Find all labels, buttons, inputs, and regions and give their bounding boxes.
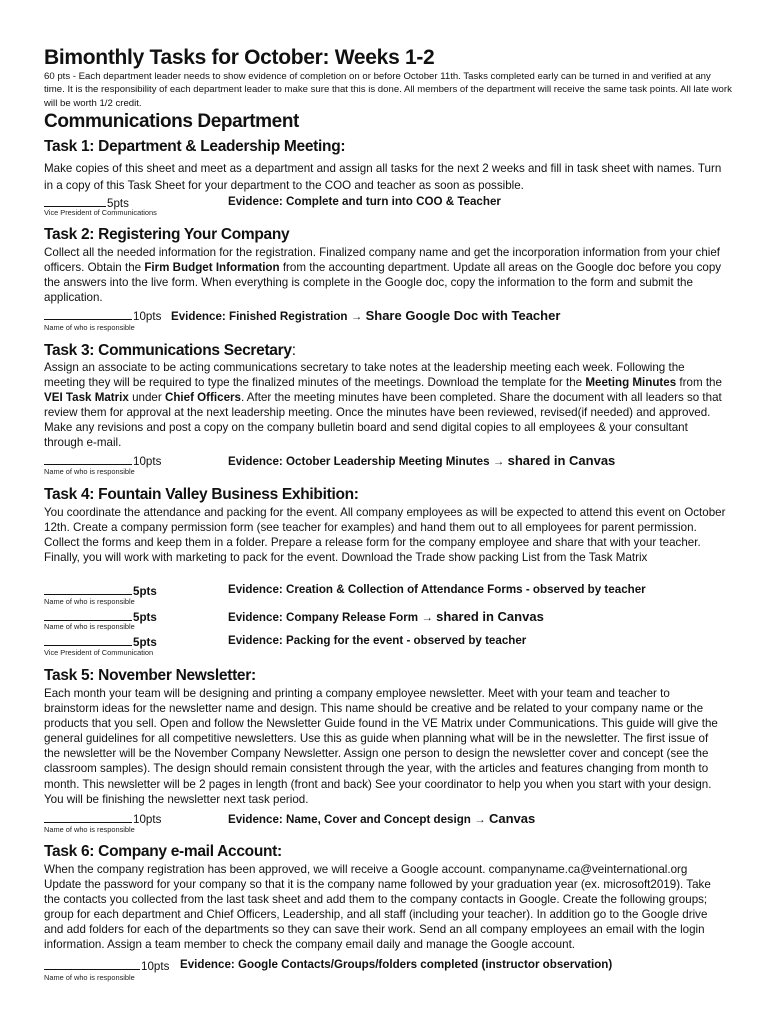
- task-4-heading: Task 4: Fountain Valley Business Exhibition:: [44, 486, 359, 503]
- name-blank[interactable]: [44, 957, 140, 970]
- firm-budget-information: Firm Budget Information: [144, 261, 280, 275]
- task-6-points: 10pts: [141, 960, 170, 973]
- task-1-evidence: Evidence: Complete and turn into COO & Teacher: [228, 195, 501, 208]
- task-5-body: Each month your team will be designing and printing a company employee newsletter. Meet with your team and teacher to brainstorm ideas for the newsletter name and design. This name should be creative and be related to your company name or the products that you sell. Open and follow the Newsletter Guide found in the VE Matrix under Communications. This guide will give the general guidelines for all competitive newsletters. Use this as guide when planning what will be in the newsletter. The first issue of the newsletter will be the November Company Newsletter. Assign one person to design the newsletter cover and concept (see the classroom samples). The design should remain consistent through the year, with the articles and features changing from month to month. This newsletter will be 2 pages in length (front and back) See your coordinator to help you when you start with your design. You will be finishing the newsletter next task period.: [44, 687, 718, 806]
- task-6-response-line: [44, 957, 169, 973]
- task-4c-evidence: Evidence: Packing for the event - observed by teacher: [228, 634, 527, 647]
- task-4b-caption: Name of who is responsible: [44, 622, 135, 631]
- task-5-response-line: [44, 810, 161, 826]
- intro-paragraph: 60 pts - Each department leader needs to show evidence of completion on or before October 11th. Tasks completed early can be turned in and verified at any time. It is the responsibility of each department leader to make sure that this is done. All members of the department will receive the same task points. All late work will be worth 1/2 credit.: [44, 71, 732, 109]
- name-blank[interactable]: [44, 633, 132, 646]
- task-2-heading: Task 2: Registering Your Company: [44, 226, 290, 243]
- task-4c-caption: Vice President of Communication: [44, 648, 154, 657]
- task-3-caption: Name of who is responsible: [44, 467, 135, 476]
- department-heading: Communications Department: [44, 111, 299, 132]
- task-2-body: Collect all the needed information for the registration. Finalized company name and get the incorporation information from your chief officers. Obtain the Firm Budget Information from the accounting department. Update all areas on the Google doc before you copy the answers into the live form. When everything is complete in the Google doc, copy the information to the form and submit the application.: [44, 246, 722, 305]
- task-2-points: 10pts: [133, 310, 162, 323]
- task-4a-points: 5pts: [133, 585, 157, 598]
- task-3-points: 10pts: [133, 455, 162, 468]
- task-1-body: Make copies of this sheet and meet as a department and assign all tasks for the next 2 weeks and fill in task sheet with names. Turn in a copy of this Task Sheet for your department to the COO and teacher as soon as possible.: [44, 162, 722, 192]
- task-6-evidence: Evidence: Google Contacts/Groups/folders completed (instructor observation): [180, 958, 613, 971]
- task-4b-evidence: Evidence: Company Release Form → shared in Canvas: [228, 609, 544, 624]
- task-2-response-line: [44, 307, 161, 323]
- task-2-caption: Name of who is responsible: [44, 323, 135, 332]
- task-3-response-line: [44, 452, 161, 468]
- task-5-caption: Name of who is responsible: [44, 825, 135, 834]
- task-4a-caption: Name of who is responsible: [44, 597, 135, 606]
- task-4c-points: 5pts: [133, 636, 157, 649]
- name-blank[interactable]: [44, 452, 132, 465]
- task-4c-response-line: [44, 633, 157, 649]
- task-3-body: Assign an associate to be acting communications secretary to take notes at the leadership meeting each week. Following the meeting they will be required to type the finalized minutes of the meetings. Download the template for the Meeting Minutes from the VEI Task Matrix under Chief Officers. After the meeting minutes have been completed. Share the document with all leaders so that review them for approval at the next leadership meeting. Once the minutes have been reviewed, revised(if needed) and approved. Make any revisions and post a copy on the company bulletin board and send digital copies to all employees & your consultant through e-mail.: [44, 361, 722, 450]
- task-6-body: When the company registration has been approved, we will receive a Google account. companyname.ca@veinternational.org Update the password for your company so that it is the company name followed by your graduation year (ex. microsoft2019). Take the contacts you collected from the last task sheet and add them to the company contacts in Google. Create the following groups; group for each department and Chief Officers, Leadership, and all staff (including your teacher). In addition go to the Google drive and add folders for each of the departments so they can save their work. Send an all company employees an email with the login information. Assign a team member to check the company email daily and manage the Google account.: [44, 863, 711, 952]
- task-6-caption: Name of who is responsible: [44, 973, 135, 982]
- name-blank[interactable]: [44, 307, 132, 320]
- task-5-heading: Task 5: November Newsletter:: [44, 667, 256, 684]
- task-4a-response-line: [44, 582, 157, 598]
- task-4b-points: 5pts: [133, 611, 157, 624]
- task-3-heading: Task 3: Communications Secretary:: [44, 342, 296, 359]
- task-5-evidence: Evidence: Name, Cover and Concept design → Canvas: [228, 811, 536, 826]
- task-6-heading: Task 6: Company e-mail Account:: [44, 843, 282, 860]
- task-4a-evidence: Evidence: Creation & Collection of Attendance Forms - observed by teacher: [228, 583, 646, 596]
- task-5-points: 10pts: [133, 813, 162, 826]
- name-blank[interactable]: [44, 194, 106, 207]
- task-4-body: You coordinate the attendance and packing for the event. All company employees as will be expected to attend this event on October 12th. Create a company permission form (see teacher for examples) and hand them out to all employees for parent permission. Collect the forms and keep them in a folder. Prepare a release form for the company employee and share that with your teacher. Finally, you will work with marketing to pack for the event. Download the Trade show packing List from the Task Matrix: [44, 506, 726, 565]
- task-1-heading: Task 1: Department & Leadership Meeting:: [44, 138, 346, 155]
- name-blank[interactable]: [44, 582, 132, 595]
- task-1-points: 5pts: [107, 197, 129, 210]
- task-3-evidence: Evidence: October Leadership Meeting Minutes → shared in Canvas: [228, 453, 616, 468]
- task-2-evidence: Evidence: Finished Registration → Share Google Doc with Teacher: [171, 308, 561, 323]
- page-title: Bimonthly Tasks for October: Weeks 1-2: [44, 46, 435, 69]
- name-blank[interactable]: [44, 810, 132, 823]
- name-blank[interactable]: [44, 608, 132, 621]
- task-1-caption: Vice President of Communications: [44, 208, 157, 217]
